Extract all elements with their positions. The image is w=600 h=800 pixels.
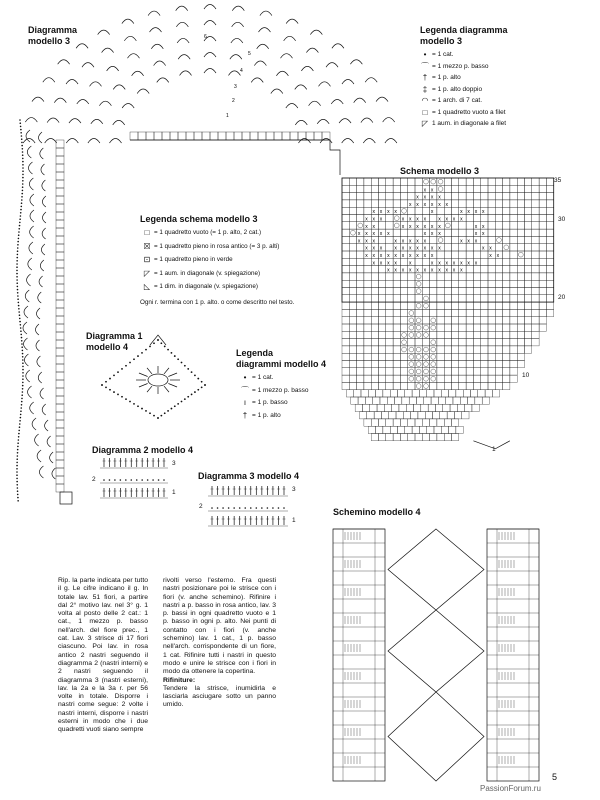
x-cell-mark: x <box>372 260 375 267</box>
x-cell-mark: x <box>452 267 456 274</box>
x-cell-mark: x <box>474 223 478 230</box>
x-cell-mark: x <box>474 238 478 245</box>
legend-diagram3-item-text: = 1 p. alto <box>432 74 461 81</box>
x-cell-mark: x <box>409 267 412 274</box>
x-cell-mark: x <box>401 223 405 230</box>
diagram2-row-number: 3 <box>172 460 176 467</box>
x-cell-mark: x <box>416 238 419 245</box>
dc-icon: † <box>242 410 248 420</box>
x-cell-mark: x <box>423 253 427 259</box>
x-cell-mark: x <box>394 253 397 259</box>
x-cell-mark: x <box>365 216 368 223</box>
schema3-title: Schema modello 3 <box>400 166 480 176</box>
x-cell-mark: x <box>423 201 427 208</box>
arch-icon: ◠ <box>421 96 429 105</box>
x-cell-mark: x <box>401 238 405 245</box>
x-cell-mark: x <box>430 260 434 267</box>
row-marker: 2 <box>232 98 235 104</box>
x-cell-mark: x <box>372 223 375 230</box>
x-cell-mark: x <box>357 238 361 245</box>
x-cell-mark: x <box>430 209 434 216</box>
x-cell-mark: x <box>489 245 492 252</box>
x-cell-mark: x <box>416 253 419 259</box>
diagram2-row-number: 2 <box>92 476 96 483</box>
x-cell-mark: x <box>416 194 419 201</box>
legend-diagram3-item-text: = 1 quadretto vuoto a filet <box>432 108 506 116</box>
x-cell-mark: x <box>467 209 470 216</box>
legend-diagram3-item-text: 1 aum. in diagonale a filet <box>432 120 507 127</box>
x-cell-mark: x <box>430 187 434 194</box>
flower-strip-diamond <box>388 529 484 610</box>
finishing-text: Tendere la strisce, inumidirla e lasciarla asciugare sotto un panno umido. <box>163 684 276 709</box>
x-cell-mark: x <box>489 253 492 259</box>
circle-square-icon: ⊡ <box>143 255 151 264</box>
diag-increase-icon: ◸ <box>143 268 151 278</box>
x-cell-mark: x <box>460 209 463 216</box>
x-cell-mark: x <box>394 209 397 216</box>
page-number: 5 <box>552 772 558 782</box>
x-cell-mark: x <box>401 245 405 252</box>
sc-icon: ı <box>243 398 247 407</box>
x-cell-mark: x <box>387 253 390 259</box>
x-cell-mark: x <box>423 267 427 274</box>
x-cell-mark: x <box>430 267 434 274</box>
x-cell-mark: x <box>438 267 441 274</box>
half-arc-icon: ⌒ <box>421 61 429 71</box>
x-cell-mark: x <box>401 267 405 274</box>
x-cell-mark: x <box>423 231 427 238</box>
x-cell-mark: x <box>452 216 456 223</box>
x-cell-mark: x <box>460 267 463 274</box>
diagram1-m4-title-line1: Diagramma 1 <box>86 331 143 341</box>
x-cell-mark: x <box>430 223 434 230</box>
x-cell-mark: x <box>409 238 412 245</box>
x-cell-mark: x <box>438 201 441 208</box>
x-cell-mark: x <box>416 223 419 230</box>
x-cell-mark: x <box>394 238 397 245</box>
x-cell-mark: x <box>372 209 375 216</box>
row-marker: 6 <box>204 34 207 40</box>
x-cell-mark: x <box>430 201 434 208</box>
empty-square-icon: □ <box>422 107 428 117</box>
finishing-label: Rifiniture: <box>163 676 196 684</box>
row-marker: 1 <box>226 113 229 119</box>
x-cell-mark: x <box>438 260 441 267</box>
x-cell-mark: x <box>372 238 375 245</box>
x-cell-mark: x <box>467 260 470 267</box>
legend-diagram3-item-text: = 1 arch. di 7 cat. <box>432 97 483 104</box>
diagram3-m4-title: Diagramma 3 modello 4 <box>198 471 300 481</box>
x-cell-mark: x <box>372 245 375 252</box>
chain-dot-icon: • <box>423 50 427 59</box>
x-cell-mark: x <box>467 238 470 245</box>
watermark: PassionForum.ru <box>480 784 541 793</box>
diag-decrease-icon: ◺ <box>143 282 151 291</box>
legend-schema3-item-text: = 1 quadretto vuoto (= 1 p. alto, 2 cat.) <box>154 229 262 236</box>
x-cell-mark: x <box>416 245 419 252</box>
legend-schema3-note: Ogni r. termina con 1 p. alto. o come descritto nel testo. <box>140 298 295 306</box>
x-cell-mark: x <box>423 238 427 245</box>
diagram3-title-line2: modello 3 <box>28 36 71 46</box>
schema3-row-number: 10 <box>522 372 530 379</box>
half-arc-icon: ⌒ <box>241 385 249 395</box>
flower-strip-diamond <box>388 692 484 781</box>
x-cell-mark: x <box>394 245 397 252</box>
x-cell-mark: x <box>409 260 412 267</box>
x-cell-mark: x <box>430 245 434 252</box>
x-cell-mark: x <box>423 187 427 194</box>
diagram2-m4-title: Diagramma 2 modello 4 <box>92 445 194 455</box>
legend-diagram3-title-line1: Legenda diagramma <box>420 25 508 35</box>
row-marker: 4 <box>240 68 243 74</box>
x-cell-mark: x <box>430 231 434 238</box>
x-cell-mark: x <box>372 253 375 259</box>
x-cell-mark: x <box>416 216 419 223</box>
x-cell-mark: x <box>379 260 383 267</box>
x-cell-mark: x <box>482 231 485 238</box>
x-cell-mark: x <box>423 245 427 252</box>
x-cell-mark: x <box>409 216 412 223</box>
x-cell-mark: x <box>474 260 478 267</box>
legend-m4-title-line1: Legenda <box>236 348 274 358</box>
x-cell-mark: x <box>438 245 441 252</box>
empty-square-icon: □ <box>144 228 150 237</box>
x-cell-mark: x <box>438 231 441 238</box>
x-cell-mark: x <box>394 267 397 274</box>
x-cell-mark: x <box>423 216 427 223</box>
x-cell-mark: x <box>460 260 463 267</box>
tr-icon: ‡ <box>422 84 428 94</box>
x-cell-mark: x <box>409 201 412 208</box>
instructions-right-text: rivolti verso l'esterno. Fra questi nastri posizionare poi le strisce con i fiori (v. anche schemino). Rifinire i nastri a p. basso in rosa antico, lav. 3 p. bassi in ogni quadretto vuoto e 1 p. basso in ogni p. alto. Nei punti di contatto con i fiori (v. anche schemino) lav. 1 cat., 1 p. basso nell'arch. corrispondente di un fiore, 1 cat. Rifinire tutti i nastri in questo modo e unire le strisce con i fiori in modo da ottenere la copertina. <box>163 577 276 676</box>
legend-schema3-item-text: = 1 quadretto pieno in rosa antico (= 3 p. alti) <box>154 242 280 250</box>
legend-schema3-item-text: = 1 aum. in diagonale (v. spiegazione) <box>154 269 261 277</box>
diagram2-row-number: 1 <box>172 489 176 496</box>
x-cell-mark: x <box>372 216 375 223</box>
x-cell-mark: x <box>445 216 448 223</box>
x-cell-mark: x <box>452 260 456 267</box>
x-cell-mark: x <box>387 260 390 267</box>
row-marker: 3 <box>234 84 237 90</box>
x-cell-mark: x <box>482 245 485 252</box>
x-cell-mark: x <box>438 223 441 230</box>
x-cell-mark: x <box>482 209 485 216</box>
x-cell-mark: x <box>401 253 405 259</box>
x-cell-mark: x <box>474 231 478 238</box>
instructions-left: Rip. la parte indicata per tutto il g. Le cifre indicano il g. In totale lav. 51 fiori, a partire dal 2° motivo lav. nel 3° g. 1 volta al posto delle 2 cat.: 1 cat., 1 mezzo p. basso nell'arch. del fiore prec., 1 cat. Lav. 3 strisce di 17 fiori ciascuno. Poi lav. in rosa antico 2 nastri seguendo il diagramma 2 (nastri interni) e 2 nastri seguendo il diagramma 3 (nastri esterni), lav. la 2a e la 3a r. per 56 volte in totale. Disporre i nastri come segue: 2 volte i nastri interni, disporre i nastri esterni in modo che i due quadretti vuoti siano sempre <box>58 577 148 734</box>
legend-m4-title-line2: diagrammi modello 4 <box>236 359 327 369</box>
schema3-row-number: 20 <box>558 294 566 301</box>
x-cell-mark: x <box>365 245 368 252</box>
x-cell-mark: x <box>379 231 383 238</box>
row-marker: 5 <box>248 51 251 57</box>
x-cell-mark: x <box>416 201 419 208</box>
x-cell-mark: x <box>379 216 383 223</box>
instructions-right <box>163 577 276 710</box>
x-cell-mark: x <box>409 223 412 230</box>
diagram3-row-number: 2 <box>199 503 203 510</box>
x-cell-mark: x <box>438 194 441 201</box>
x-cell-mark: x <box>474 209 478 216</box>
x-cell-mark: x <box>445 201 448 208</box>
x-cell-mark: x <box>372 231 375 238</box>
schema3-row-number: 30 <box>558 216 566 223</box>
legend-m4-item-text: = 1 cat. <box>252 374 274 381</box>
legend-diagram3-title-line2: modello 3 <box>420 36 463 46</box>
x-cell-mark: x <box>430 194 434 201</box>
schemino-m4-title: Schemino modello 4 <box>333 507 421 517</box>
x-cell-mark: x <box>409 253 412 259</box>
x-cell-mark: x <box>416 267 419 274</box>
x-cell-mark: x <box>394 260 397 267</box>
x-cell-mark: x <box>460 238 463 245</box>
legend-m4-item-text: = 1 p. basso <box>252 399 288 406</box>
x-cell-mark: x <box>460 216 463 223</box>
dc-icon: † <box>422 73 428 82</box>
diag-increase-icon: ◸ <box>421 119 429 128</box>
x-cell-mark: x <box>387 267 390 274</box>
legend-m4-item-text: = 1 mezzo p. basso <box>252 386 309 394</box>
x-cell-mark: x <box>496 253 500 259</box>
legend-schema3-title: Legenda schema modello 3 <box>140 214 258 224</box>
x-cell-mark: x <box>445 267 448 274</box>
flower-strip-diamond <box>388 610 484 692</box>
legend-m4-item-text: = 1 p. alto <box>252 411 281 419</box>
schema3-row-number: 35 <box>554 177 562 184</box>
x-cell-mark: x <box>401 216 405 223</box>
x-cell-mark: x <box>423 194 427 201</box>
legend-diagram3-item-text: = 1 p. alto doppio <box>432 85 483 93</box>
x-cell-mark: x <box>379 245 383 252</box>
x-cell-mark: x <box>387 231 390 238</box>
x-cell-mark: x <box>482 223 485 230</box>
x-square-icon: ☒ <box>143 241 151 251</box>
chain-dot-icon: • <box>243 373 247 382</box>
x-cell-mark: x <box>357 231 361 238</box>
x-cell-mark: x <box>365 238 368 245</box>
x-cell-mark: x <box>365 223 368 230</box>
x-cell-mark: x <box>445 260 448 267</box>
diagram3-row-number: 3 <box>292 486 296 493</box>
diagram1-m4-title-line2: modello 4 <box>86 342 129 352</box>
x-cell-mark: x <box>379 209 383 216</box>
x-cell-mark: x <box>379 253 383 259</box>
legend-diagram3-item-text: = 1 mezzo p. basso <box>432 62 489 70</box>
x-cell-mark: x <box>409 245 412 252</box>
legend-diagram3-item-text: = 1 cat. <box>432 51 454 58</box>
legend-schema3-item-text: = 1 quadretto pieno in verde <box>154 256 233 263</box>
diagram3-row-number: 1 <box>292 517 296 524</box>
x-cell-mark: x <box>423 223 427 230</box>
diagram3-title-line1: Diagramma <box>28 25 78 35</box>
x-cell-mark: x <box>365 253 368 259</box>
legend-schema3-item-text: = 1 dim. in diagonale (v. spiegazione) <box>154 283 259 290</box>
x-cell-mark: x <box>387 209 390 216</box>
schema3-row-number: 1 <box>492 446 496 453</box>
x-cell-mark: x <box>430 253 434 259</box>
x-cell-mark: x <box>365 231 368 238</box>
x-cell-mark: x <box>438 216 441 223</box>
